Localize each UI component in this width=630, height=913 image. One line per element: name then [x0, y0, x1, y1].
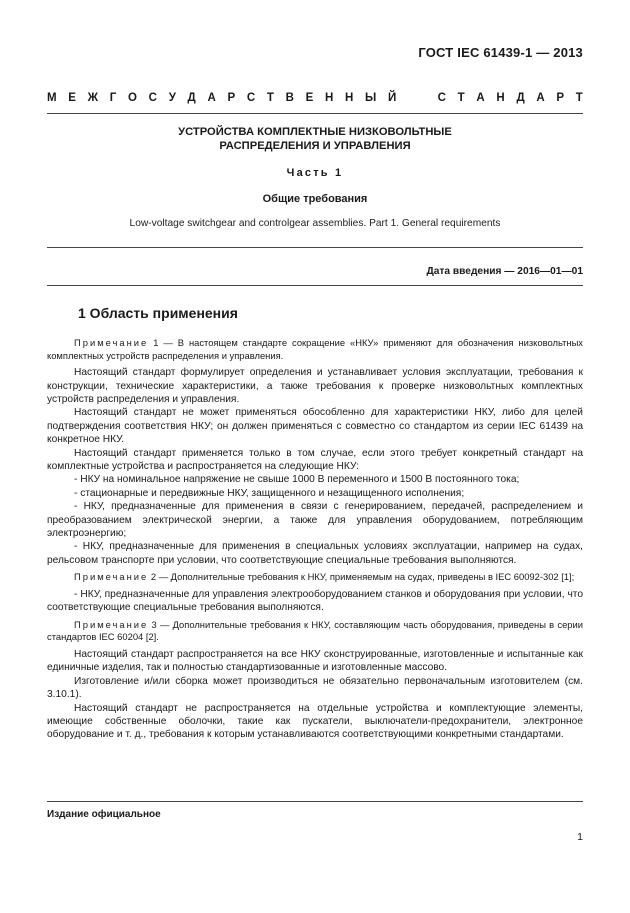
note-3	[47, 619, 583, 644]
word1-letter: А	[207, 92, 216, 104]
word1-letter: Н	[345, 92, 354, 104]
note-3-label: Примечание	[74, 618, 149, 630]
paragraph-6: Настоящий стандарт не распространяется на отдельные устройства и комплектующие элементы, имеющие собственные оболочки, такие как пускатели, выключатели-предохранители, электронное оборудование и т. д., требования к которым устанавливаются соответствующими конкретными стандартами.	[47, 702, 583, 741]
list-item-4: - НКУ, предназначенные для применения в специальных условиях эксплуатации, например на судах, рельсовом транспорте при условии, что соответствующие специальные требования выполняются.	[47, 541, 583, 566]
word1-letter: С	[246, 92, 256, 104]
word1-letter: Ы	[365, 92, 377, 104]
word2-letter: Р	[556, 92, 565, 104]
word1-letter: Г	[109, 92, 117, 104]
word1-letter: Ж	[87, 92, 99, 104]
document-body	[47, 333, 583, 742]
standard-title-line-2: РАСПРЕДЕЛЕНИЯ И УПРАВЛЕНИЯ	[219, 140, 411, 152]
word-gap	[408, 92, 426, 104]
paragraph-2: Настоящий стандарт не может применяться обособленно для характеристики НКУ, либо для целей подтверждения соответствия НКУ; он должен применяться с совместно со стандартом из серии IEC 61439 на конкретное НКУ.	[47, 407, 583, 446]
word1-letter: С	[148, 92, 157, 104]
word1-letter: В	[285, 92, 294, 104]
english-title: Low-voltage switchgear and controlgear assemblies. Part 1. General requirements	[129, 218, 501, 229]
word1-letter: Н	[324, 92, 334, 104]
word1-letter: О	[128, 92, 137, 104]
top-divider	[47, 113, 583, 114]
word2-letter: Т	[575, 92, 583, 104]
word2-letter: С	[437, 92, 446, 104]
list-item-3: - НКУ, предназначенные для применения в связи с генерированием, передачей, распределением и преобразованием электрической энергии, а также для управления оборудованием, потребляющим электроэнергию;	[47, 501, 583, 540]
list-item-1: - НКУ на номинальное напряжение не свыше 1000 В переменного и 1500 В постоянного тока;	[74, 474, 520, 486]
word1-letter: У	[168, 92, 176, 104]
interstate-standard-heading	[47, 92, 583, 104]
list-item-5: - НКУ, предназначенные для управления электрооборудованием станков и оборудования при условии, что соответствующие специальные требования выполняются.	[47, 588, 583, 614]
note-1	[47, 337, 583, 362]
paragraph-3: Настоящий стандарт применяется только в том случае, если этого требует конкретный стандарт на комплектные устройства и распространяется на следующие НКУ:	[47, 447, 583, 473]
paragraph-1: Настоящий стандарт формулирует определения и устанавливает условия эксплуатации, требования к конструкции, технические характеристики, а также требования к проверке низковольтных комплектных устройств распределения и управления.	[47, 367, 583, 405]
note-1-text: 1 — В настоящем стандарте сокращение «НКУ» применяют для обозначения низковольтных комплектных устройств распределения и управления.	[47, 337, 583, 361]
list-item-2: - стационарные и передвижные НКУ, защищенного и незащищенного исполнения;	[74, 487, 465, 499]
note-2-label: Примечание	[74, 571, 149, 583]
date-divider	[47, 285, 583, 286]
page-number: 1	[577, 831, 583, 843]
part-label: Часть 1	[286, 167, 344, 179]
section-title: 1 Область применения	[78, 305, 238, 321]
edition-label: Издание официальное	[47, 809, 161, 820]
note-3-text: 3 — Дополнительные требования к НКУ, составляющим часть оборудования, приведены в серии стандартов IEC 60204 [2].	[47, 618, 583, 643]
word1-letter: Д	[187, 92, 196, 104]
paragraph-5: Изготовление и/или сборка может производиться не обязательно первоначальным изготовителем (см. 3.10.1).	[47, 675, 583, 701]
document-code: ГОСТ IEC 61439-1 — 2013	[418, 45, 583, 60]
mid-divider	[47, 247, 583, 248]
word2-letter: А	[536, 92, 545, 104]
standard-title-line-1: УСТРОЙСТВА КОМПЛЕКТНЫЕ НИЗКОВОЛЬТНЫЕ	[178, 126, 452, 138]
word1-letter: Т	[266, 92, 274, 104]
word1-letter: Е	[305, 92, 314, 104]
word1-letter: Й	[387, 92, 397, 104]
word2-letter: Н	[496, 92, 505, 104]
paragraph-4: Настоящий стандарт распространяется на все НКУ сконструированные, изготовленные и испытанные как единичные изделия, так и полностью стандартизованные и изготовленные массово.	[47, 648, 583, 674]
word2-letter: А	[476, 92, 485, 104]
word1-letter: Е	[68, 92, 76, 104]
word2-letter: Д	[516, 92, 525, 104]
word1-letter: Р	[227, 92, 236, 104]
note-1-label: Примечание	[74, 337, 149, 348]
note-2	[47, 571, 583, 584]
footer-divider	[47, 801, 583, 802]
note-2-text: 2 — Дополнительные требования к НКУ, применяемым на судах, приведены в IEC 60092-302 [1];	[148, 571, 575, 583]
word1-letter: М	[47, 92, 57, 104]
word2-letter: Т	[457, 92, 465, 104]
introduction-date: Дата введения — 2016—01—01	[426, 266, 583, 277]
standard-subtitle: Общие требования	[262, 193, 368, 205]
